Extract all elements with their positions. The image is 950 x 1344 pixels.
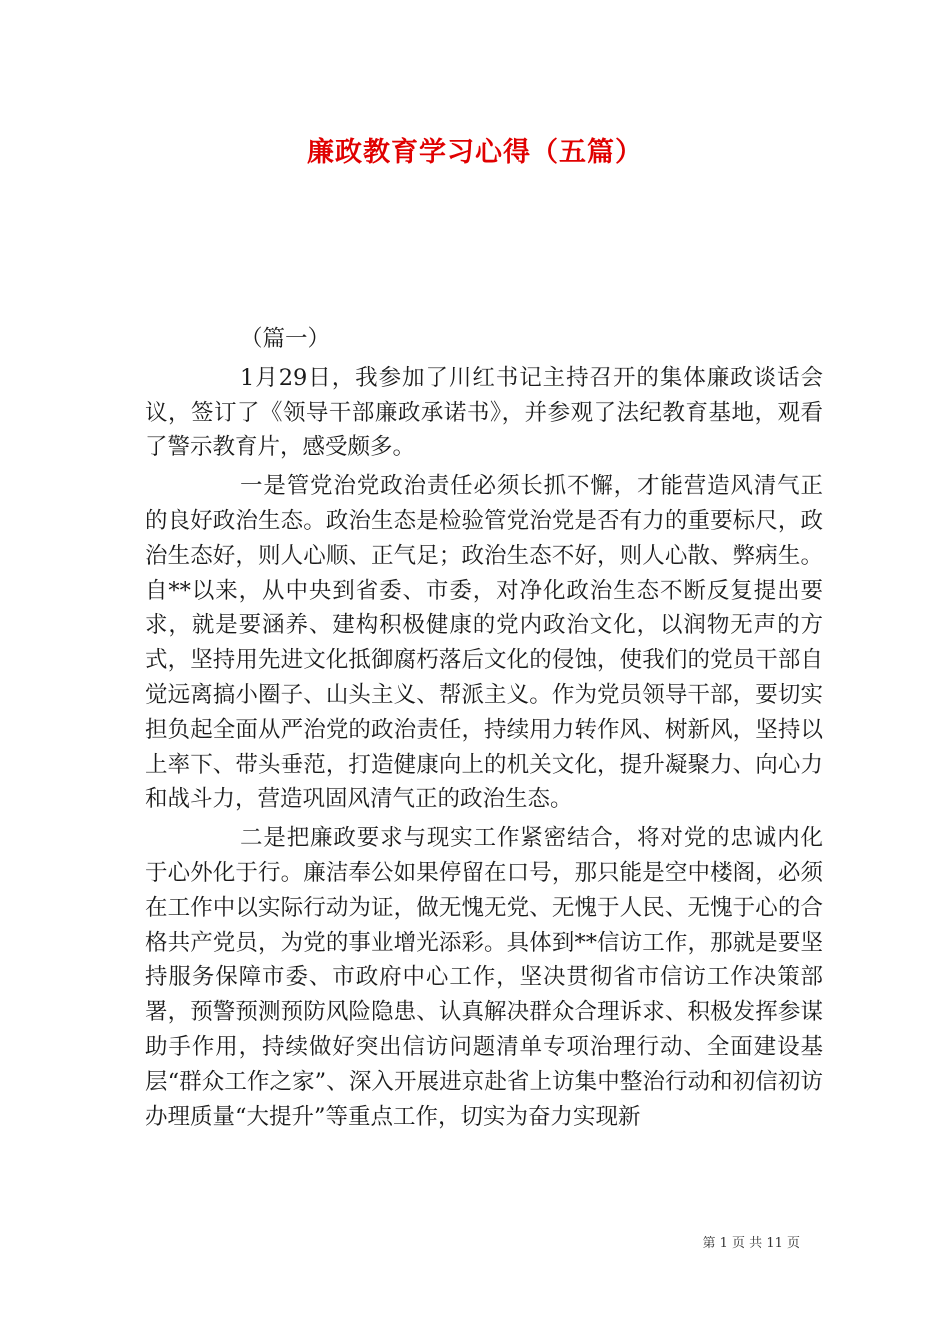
paragraph-1: 1月29日，我参加了川红书记主持召开的集体廉政谈话会议，签订了《领导干部廉政承诺书》，并参观了法纪教育基地，观看了警示教育片，感受颇多。 bbox=[145, 364, 823, 461]
section-label: （篇一） bbox=[240, 326, 331, 352]
document-title: 廉政教育学习心得（五篇） bbox=[307, 137, 643, 168]
document-body bbox=[145, 322, 823, 1138]
paragraph-3: 二是把廉政要求与现实工作紧密结合，将对党的忠诚内化于心外化于行。廉洁奉公如果停留在口号，那只能是空中楼阁，必须在工作中以实际行动为证，做无愧无党、无愧于人民、无愧于心的合格共产党员，为党的事业增光添彩。具体到**信访工作，那就是要坚持服务保障市委、市政府中心工作，坚决贯彻省市信访工作决策部署，预警预测预防风险隐患、认真解决群众合理诉求、积极发挥参谋助手作用，持续做好突出信访问题清单专项治理行动、全面建设基层“群众工作之家”、深入开展进京赴省上访集中整治行动和初信初访办理质量“大提升”等重点工作，切实为奋力实现新 bbox=[145, 825, 823, 1130]
page-footer: 第 1 页 共 11 页 bbox=[702, 1236, 800, 1251]
paragraph-2: 一是管党治党政治责任必须长抓不懈，才能营造风清气正的良好政治生态。政治生态是检验管党治党是否有力的重要标尺，政治生态好，则人心顺、正气足；政治生态不好，则人心散、弊病生。自**以来，从中央到省委、市委，对净化政治生态不断反复提出要求，就是要涵养、建构积极健康的党内政治文化，以润物无声的方式，坚持用先进文化抵御腐朽落后文化的侵蚀，使我们的党员干部自觉远离搞小圈子、山头主义、帮派主义。作为党员领导干部，要切实担负起全面从严治党的政治责任，持续用力转作风、树新风，坚持以上率下、带头垂范，打造健康向上的机关文化，提升凝聚力、向心力和战斗力，营造巩固风清气正的政治生态。 bbox=[145, 473, 823, 813]
